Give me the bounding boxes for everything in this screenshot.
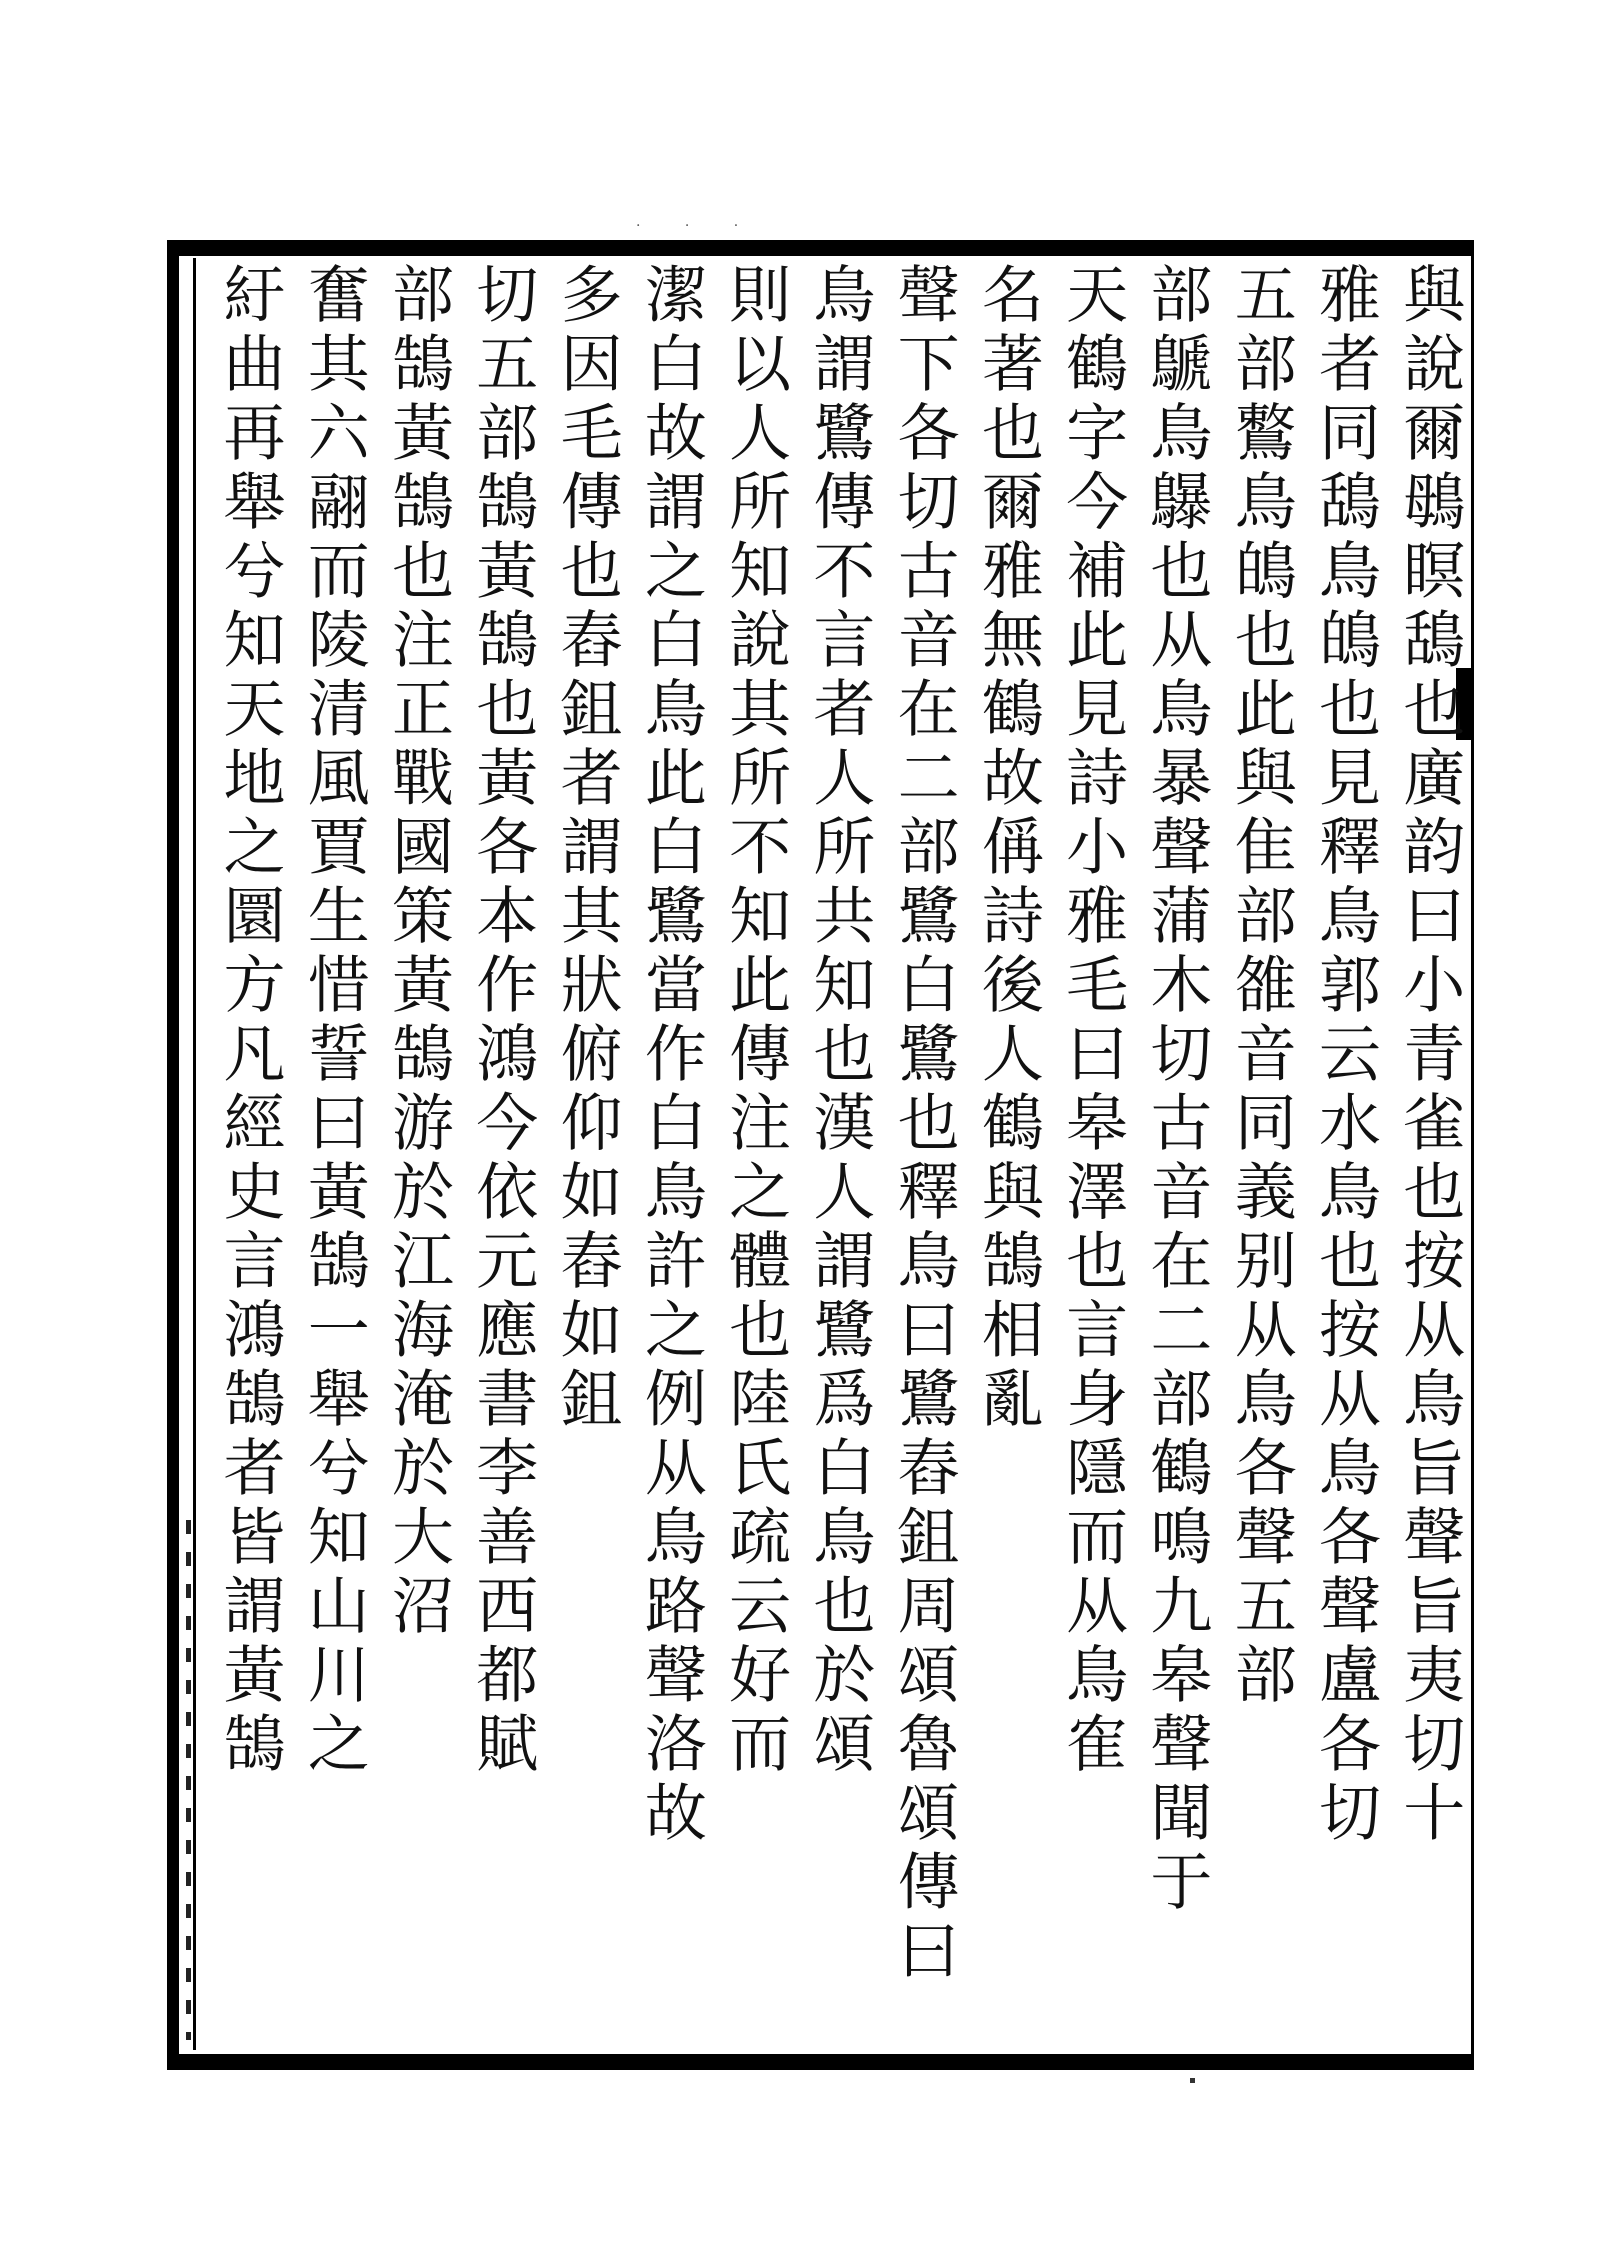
column-text: 五部鷘鳥䳆也此與隹部雒音同義别从鳥各聲五部 [1224,262,1298,1711]
column-15 [200,258,284,2054]
top-specks: · · · [636,218,759,234]
column-text: 奮其六翮而陵清風賈生惜誓曰黃鵠一舉兮知山川之 [297,262,371,1780]
column-text: 名著也爾雅無鶴故偁詩後人鶴與鵠相亂 [971,262,1045,1435]
column-text: 潔白故謂之白鳥此白鷺當作白鳥許之例从鳥路聲洛故 [634,262,708,1849]
column-text: 部鵠黃鵠也注正戰國策黃鵠游於江海淹於大沼 [381,262,455,1642]
text-columns [200,258,1464,2054]
inner-border-rule [193,258,196,2050]
column-text: 聲下各切古音在二部鷺白鷺也釋鳥曰鷺舂鉏周頌魯頌傳曰 [887,262,961,1987]
margin-scratch [186,1520,191,2040]
column-text: 鳥謂鷺傳不言者人所共知也漢人謂鷺爲白鳥也於頌 [802,262,876,1780]
column-text: 紆曲再舉兮知天地之圜方凡經史言鴻鵠者皆謂黃鵠 [213,262,286,1780]
column-text: 雅者同鴰鳥䳆也見釋鳥郭云水鳥也按从鳥各聲盧各切 [1308,262,1382,1849]
column-text: 天鶴字今補此見詩小雅毛曰皋澤也言身隱而从鳥隺 [1055,262,1129,1780]
column-text: 切五部鵠黃鵠也黃各本作鴻今依元應書李善西都賦 [465,262,539,1780]
column-text: 多因毛傳也舂鉏者謂其狀俯仰如舂如鉏 [550,262,624,1435]
bottom-speck [1190,2078,1195,2083]
column-text: 則以人所知說其所不知此傳注之體也陸氏疏云好而 [718,262,792,1780]
column-text: 與說爾䳇瞑鴰也廣韵曰小青雀也按从鳥旨聲旨夷切十 [1392,262,1466,1849]
column-text: 部鷈鳥鸔也从鳥暴聲蒲木切古音在二部鶴鳴九皋聲聞于 [1139,262,1213,1918]
